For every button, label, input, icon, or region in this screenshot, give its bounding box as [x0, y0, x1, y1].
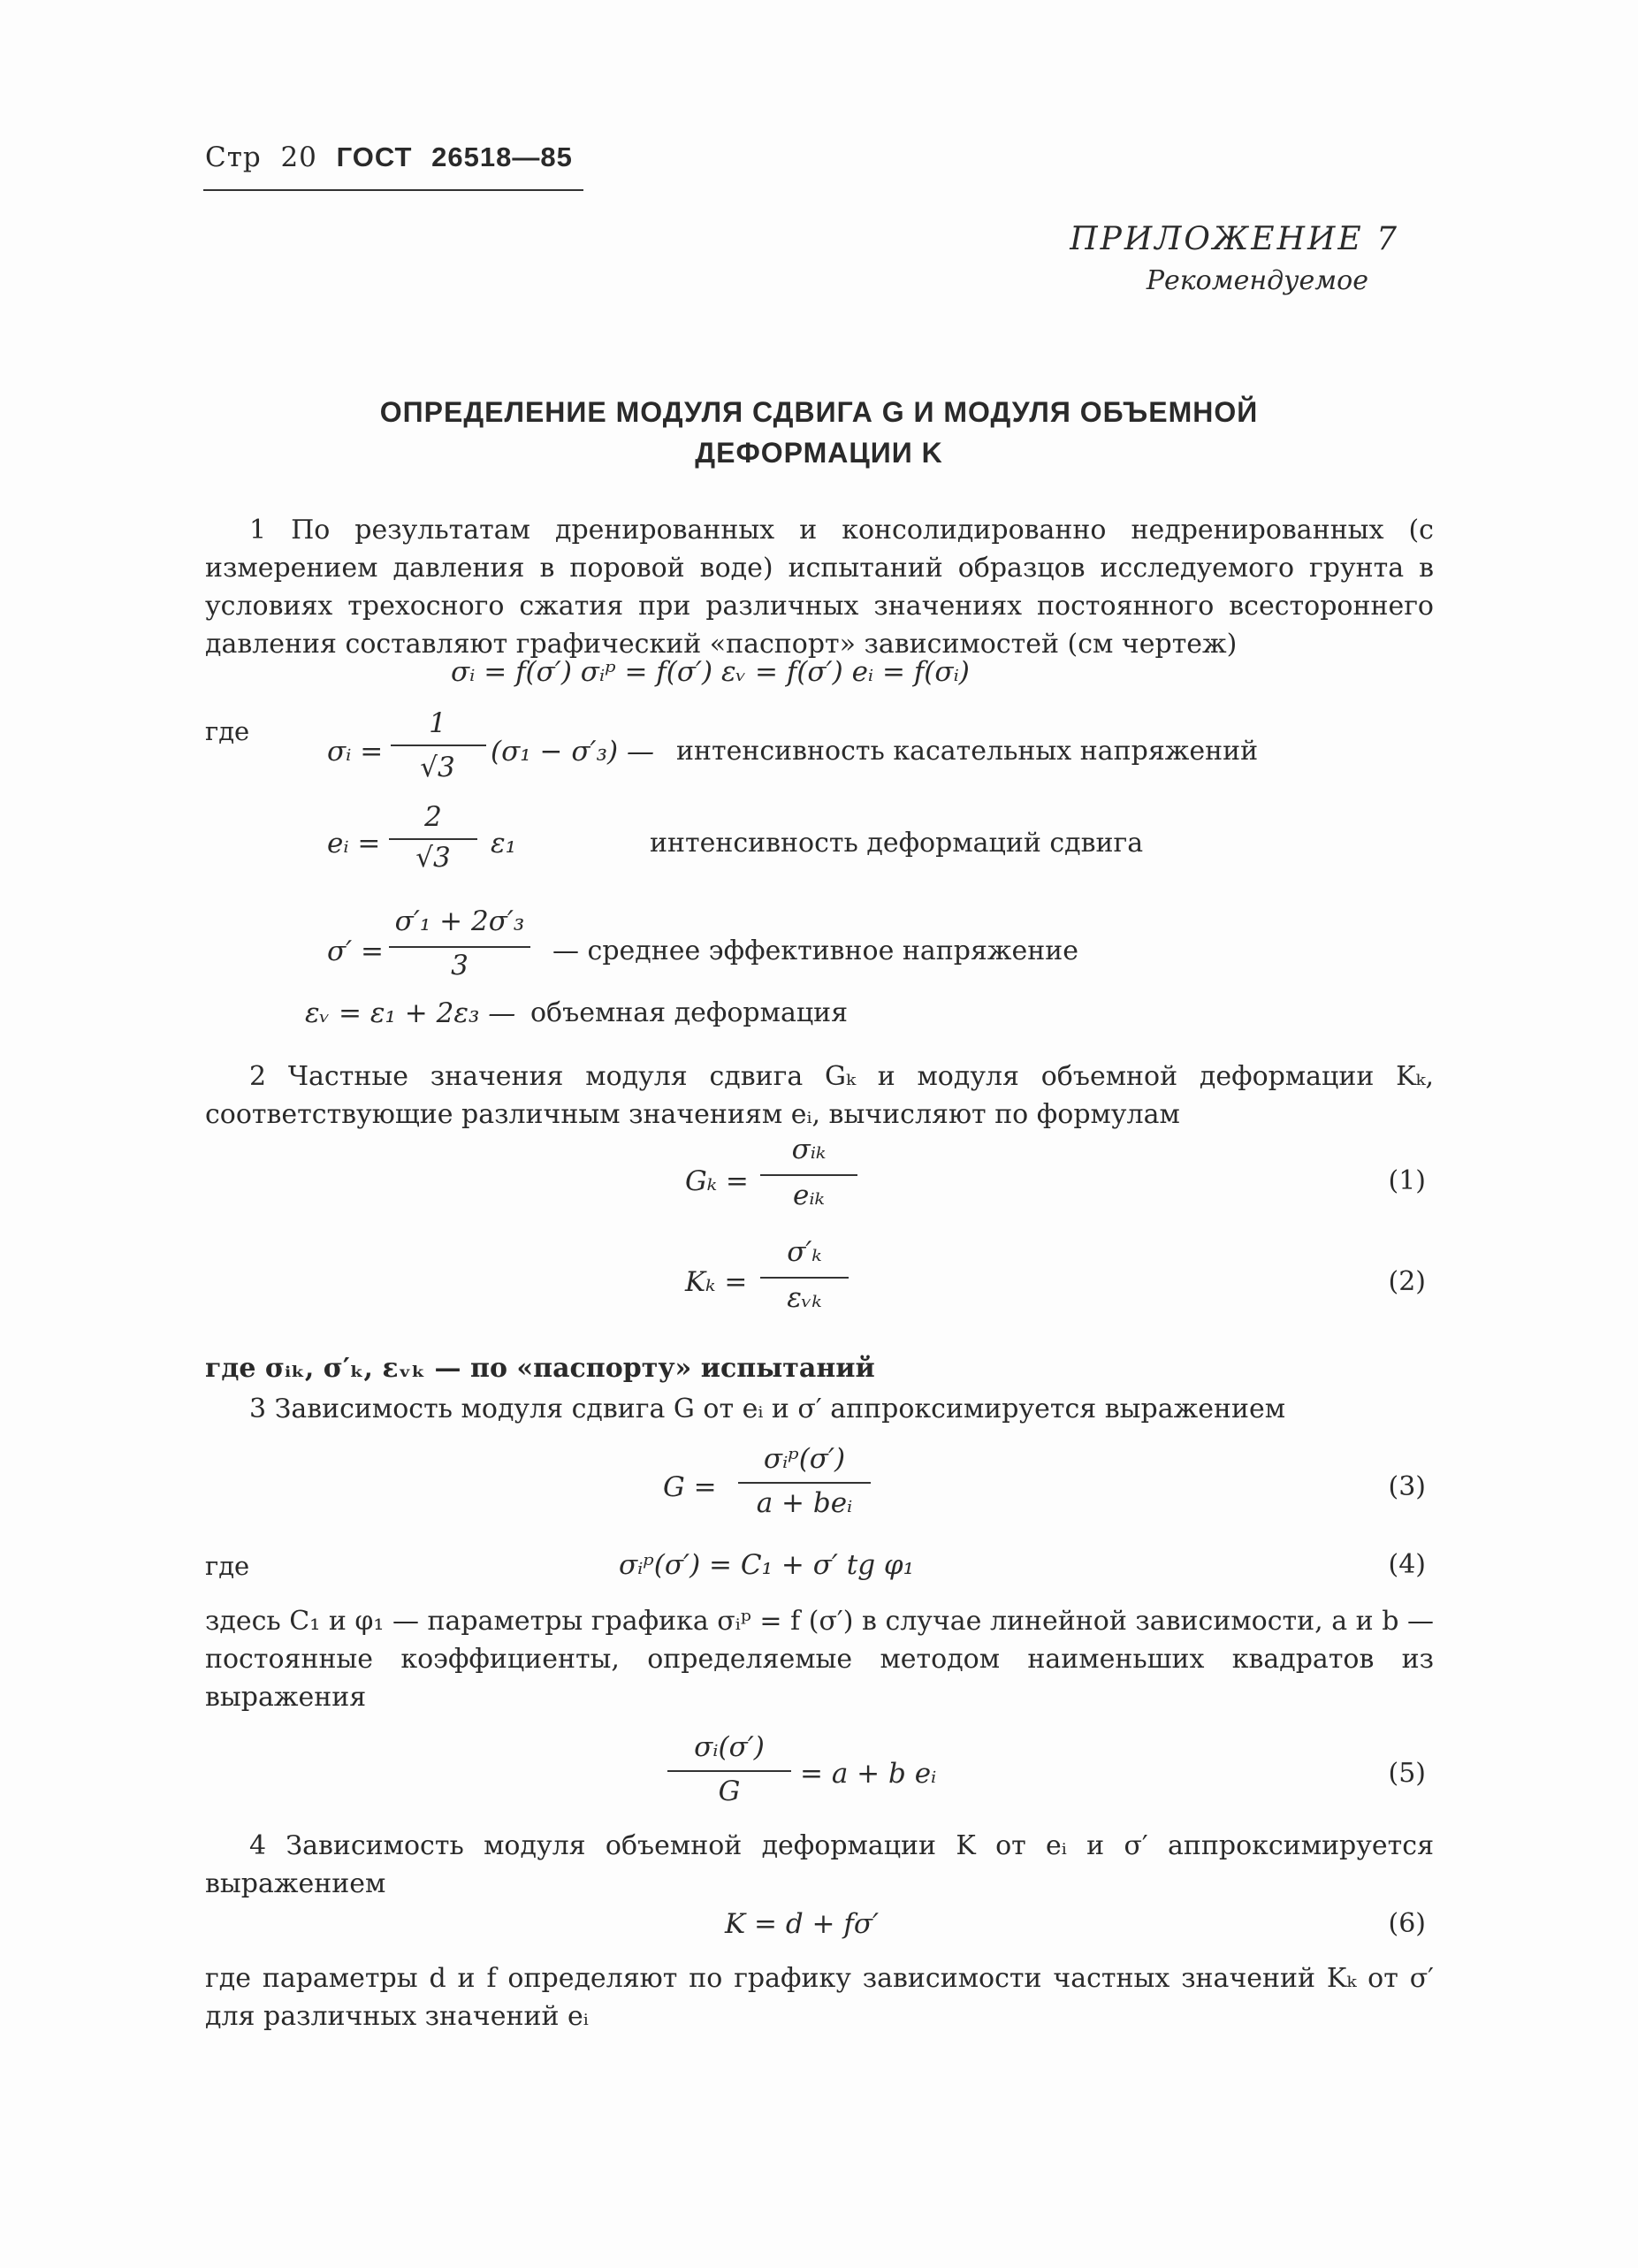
- where-label-1: где: [205, 716, 250, 746]
- eq2-number: (2): [1388, 1266, 1426, 1297]
- f1-den: √3: [420, 752, 455, 783]
- section1-relations: σᵢ = f(σ′) σᵢᵖ = f(σ′) εᵥ = f(σ′) eᵢ = f(σᵢ): [451, 656, 970, 688]
- eq2-lhs: Kₖ =: [685, 1266, 748, 1298]
- f2-num: 2: [424, 801, 442, 833]
- section4-text2: где параметры d и f определяют по графику зависимости частных значений Kₖ от σ′ для различных значений eᵢ: [205, 1963, 1434, 2032]
- f1-fraction-line: [391, 745, 486, 746]
- f2-desc: интенсивность деформаций сдвига: [650, 828, 1144, 859]
- doc-title-line2: ДЕФОРМАЦИИ K: [695, 437, 943, 469]
- f2-rest: ε₁: [491, 828, 517, 859]
- eq2-den: εᵥₖ: [787, 1282, 822, 1314]
- standard-label: ГОСТ: [336, 141, 413, 172]
- f1-desc: интенсивность касательных напряжений: [676, 736, 1259, 767]
- eq6-formula: K = d + fσ′: [725, 1908, 880, 1940]
- doc-title-line1: ОПРЕДЕЛЕНИЕ МОДУЛЯ СДВИГА G И МОДУЛЯ ОБЪЕМНОЙ: [379, 396, 1259, 428]
- standard-number: 26518—85: [431, 141, 573, 172]
- eq6-number: (6): [1388, 1908, 1426, 1939]
- section3-text2: здесь C₁ и φ₁ — параметры графика σᵢᵖ = f (σ′) в случае линейной зависимости, a и b — постоянные коэффициенты, определяемые методом наименьших квадратов из выражения: [205, 1606, 1434, 1713]
- eq1-number: (1): [1388, 1165, 1426, 1196]
- eq3-fraction-line: [738, 1482, 871, 1484]
- eq5-rest: = a + b eᵢ: [800, 1758, 937, 1790]
- eq1-lhs: Gₖ =: [685, 1165, 749, 1197]
- header-rule: [203, 189, 583, 191]
- where-label-2: где: [205, 1551, 250, 1581]
- f3-lhs: σ′ =: [327, 935, 385, 967]
- section2-text: 2 Частные значения модуля сдвига Gₖ и модуля объемной деформации Kₖ, соответствующие различным значениям eᵢ, вычисляют по формулам: [205, 1061, 1434, 1130]
- f3-desc: — среднее эффективное напряжение: [552, 935, 1079, 966]
- section4-text: 4 Зависимость модуля объемной деформации K от eᵢ и σ′ аппроксимируется выражением: [205, 1830, 1434, 1899]
- page-prefix: Стр: [205, 141, 262, 173]
- page-header: [205, 141, 573, 173]
- eq1-fraction-line: [760, 1174, 857, 1176]
- eq3-den: a + beᵢ: [756, 1487, 853, 1519]
- eq2-num: σ′ₖ: [787, 1236, 822, 1268]
- eq3-num: σᵢᵖ(σ′): [763, 1443, 846, 1475]
- eq5-den: G: [718, 1775, 741, 1807]
- eq5-fraction-line: [667, 1770, 791, 1772]
- eq1-num: σᵢₖ: [791, 1134, 827, 1165]
- f1-rest: (σ₁ − σ′₃) —: [491, 736, 654, 767]
- eq5-number: (5): [1388, 1758, 1426, 1789]
- eq3-lhs: G =: [663, 1471, 717, 1503]
- f1-lhs: σᵢ =: [327, 736, 384, 767]
- eq4-number: (4): [1388, 1549, 1426, 1580]
- eq2-fraction-line: [760, 1277, 849, 1279]
- f4-desc: объемная деформация: [530, 997, 849, 1028]
- section3-text: 3 Зависимость модуля сдвига G от eᵢ и σ′ аппроксимируется выражением: [249, 1394, 1286, 1424]
- appendix-subtitle: Рекомендуемое: [1146, 265, 1368, 296]
- f4-formula: εᵥ = ε₁ + 2ε₃ —: [305, 997, 516, 1029]
- f2-fraction-line: [389, 838, 477, 840]
- page-number: 20: [280, 141, 317, 173]
- section1-text: 1 По результатам дренированных и консолидированно недренированных (с измерением давления в поровой воде) испытаний образцов исследуемого грунта в условиях трехосного сжатия при различных значениях постоянного всестороннего давления составляют графический «паспорт» зависимостей (см чертеж): [205, 515, 1434, 660]
- f1-num: 1: [429, 707, 446, 739]
- f3-den: 3: [451, 950, 469, 981]
- f2-lhs: eᵢ =: [327, 828, 381, 859]
- eq5-num: σᵢ(σ′): [694, 1731, 765, 1763]
- f2-den: √3: [415, 842, 451, 874]
- appendix-title: ПРИЛОЖЕНИЕ 7: [1070, 221, 1399, 257]
- f3-fraction-line: [389, 946, 530, 948]
- eq4-formula: σᵢᵖ(σ′) = C₁ + σ′ tg φ₁: [619, 1549, 915, 1581]
- eq3-number: (3): [1388, 1471, 1426, 1502]
- f3-num: σ′₁ + 2σ′₃: [394, 905, 525, 937]
- section2-note: где σᵢₖ, σ′ₖ, εᵥₖ — по «паспорту» испытаний: [205, 1353, 875, 1384]
- eq1-den: eᵢₖ: [793, 1180, 825, 1211]
